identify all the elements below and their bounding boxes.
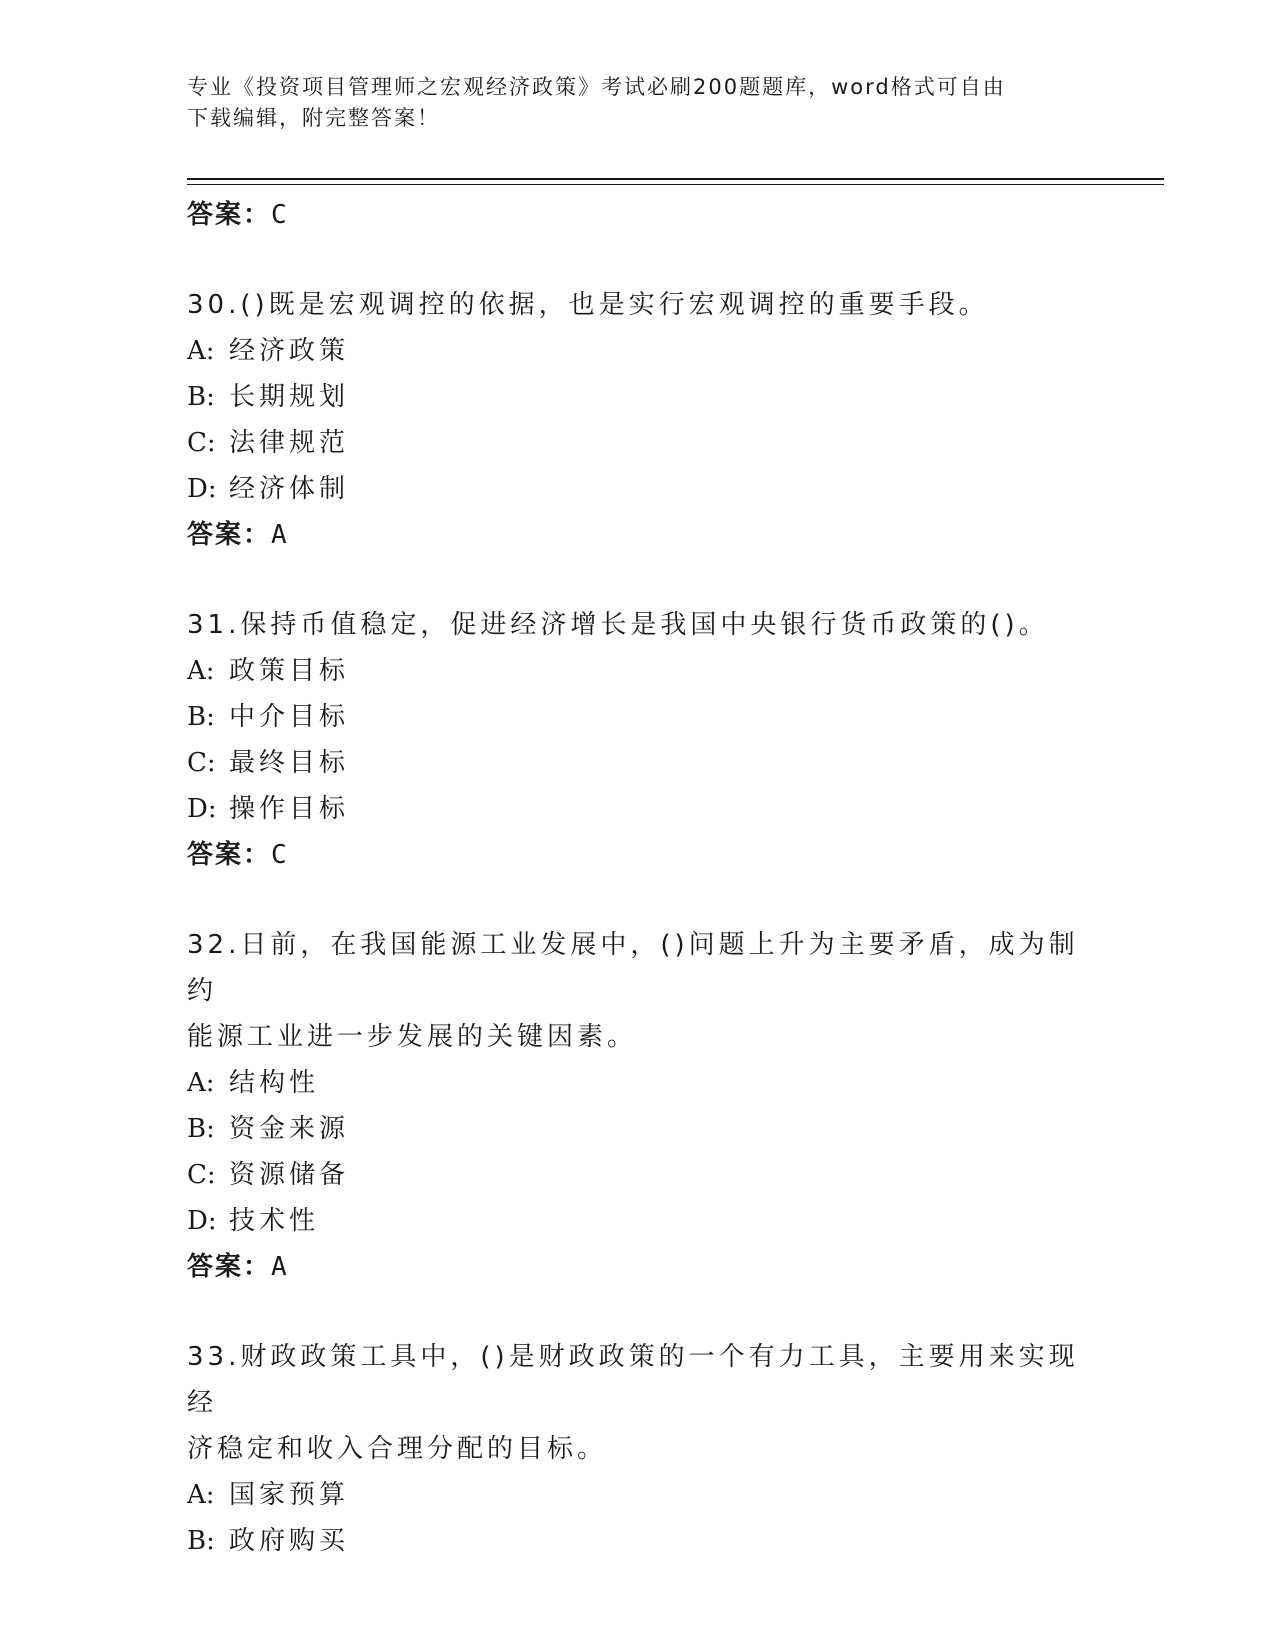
option-text: 经济体制: [229, 474, 350, 504]
option-text: 法律规范: [229, 428, 350, 458]
option-text: 资源储备: [229, 1160, 350, 1190]
header-line-1: 专业《投资项目管理师之宏观经济政策》考试必刷200题题库，word格式可自由: [187, 75, 1006, 99]
question-31: [187, 602, 1087, 878]
question-33: [187, 1334, 1087, 1564]
answer-value: C: [271, 840, 289, 870]
option-letter: D:: [187, 1206, 217, 1236]
answer-value: A: [271, 520, 289, 550]
option-d: [187, 466, 1087, 512]
answer-label: 答案：: [187, 1252, 272, 1282]
question-30: [187, 282, 1087, 558]
header-line-2: 下载编辑，附完整答案！: [187, 106, 440, 130]
option-letter: A:: [187, 1068, 215, 1098]
option-b: [187, 374, 1087, 420]
answer-label: 答案：: [187, 840, 272, 870]
question-32: [187, 922, 1087, 1290]
question-text-line-1: 32.日前，在我国能源工业发展中，()问题上升为主要矛盾，成为制约: [187, 930, 1079, 1006]
option-letter: B:: [187, 702, 215, 732]
answer-line: [187, 192, 1087, 238]
question-text-line-1: 33.财政政策工具中，()是财政政策的一个有力工具，主要用来实现经: [187, 1342, 1079, 1418]
document-header: [187, 72, 1087, 134]
option-text: 资金来源: [229, 1114, 350, 1144]
option-letter: C:: [187, 428, 216, 458]
option-text: 技术性: [229, 1206, 320, 1236]
option-text: 国家预算: [229, 1480, 350, 1510]
option-letter: C:: [187, 1160, 216, 1190]
answer-line: [187, 832, 1087, 878]
option-b: [187, 1106, 1087, 1152]
question-text-line-2: 能源工业进一步发展的关键因素。: [187, 1022, 638, 1052]
header-rule-thin: [187, 184, 1164, 185]
option-letter: D:: [187, 794, 217, 824]
option-text: 政府购买: [229, 1526, 350, 1556]
option-text: 最终目标: [229, 748, 350, 778]
option-a: [187, 1060, 1087, 1106]
option-c: [187, 1152, 1087, 1198]
option-text: 操作目标: [229, 794, 350, 824]
answer-line: [187, 1244, 1087, 1290]
answer-value: A: [271, 1252, 289, 1282]
option-d: [187, 1198, 1087, 1244]
question-text: 31.保持币值稳定，促进经济增长是我国中央银行货币政策的()。: [187, 610, 1049, 640]
option-letter: A:: [187, 656, 215, 686]
option-letter: B:: [187, 382, 215, 412]
option-letter: B:: [187, 1526, 215, 1556]
option-letter: B:: [187, 1114, 215, 1144]
answer-value: C: [271, 200, 289, 230]
answer-label: 答案：: [187, 200, 272, 230]
option-text: 结构性: [229, 1068, 320, 1098]
option-b: [187, 694, 1087, 740]
answer-label: 答案：: [187, 520, 272, 550]
option-text: 中介目标: [229, 702, 350, 732]
option-a: [187, 1472, 1087, 1518]
option-letter: C:: [187, 748, 216, 778]
option-c: [187, 420, 1087, 466]
option-c: [187, 740, 1087, 786]
question-list: [187, 192, 1087, 1564]
option-letter: A:: [187, 1480, 215, 1510]
option-d: [187, 786, 1087, 832]
option-text: 长期规划: [229, 382, 350, 412]
option-text: 政策目标: [229, 656, 350, 686]
question-text-line-2: 济稳定和收入合理分配的目标。: [187, 1434, 608, 1464]
question-text: 30.()既是宏观调控的依据，也是实行宏观调控的重要手段。: [187, 290, 989, 320]
header-rule-thick: [187, 178, 1164, 180]
option-b: [187, 1518, 1087, 1564]
option-text: 经济政策: [229, 336, 350, 366]
option-letter: D:: [187, 474, 217, 504]
option-a: [187, 328, 1087, 374]
option-letter: A:: [187, 336, 215, 366]
answer-line: [187, 512, 1087, 558]
option-a: [187, 648, 1087, 694]
